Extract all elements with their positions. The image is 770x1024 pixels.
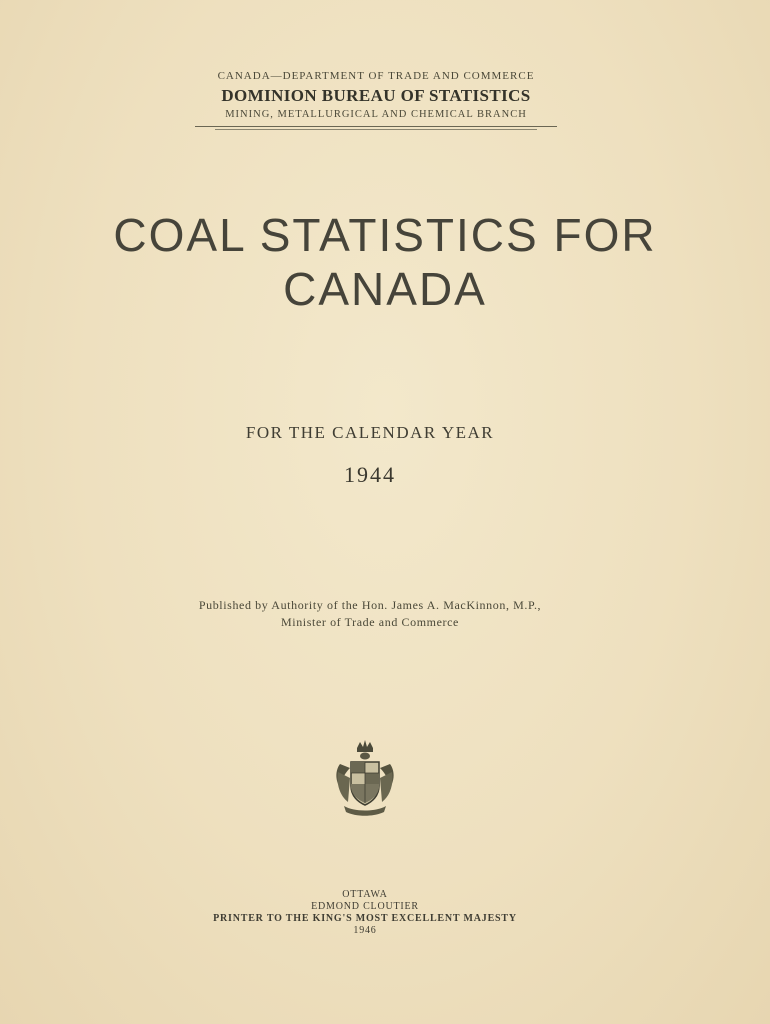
document-title	[60, 208, 710, 316]
calendar-year-label: FOR THE CALENDAR YEAR	[245, 423, 495, 442]
title-line-2: CANADA	[283, 263, 487, 315]
imprint-block	[0, 889, 730, 937]
imprint-city: OTTAWA	[342, 889, 388, 900]
header-rule-secondary	[215, 129, 537, 130]
coat-of-arms-icon	[330, 738, 400, 818]
imprint-year: 1946	[353, 925, 377, 936]
header-rule	[195, 126, 557, 127]
report-year: 1944	[344, 462, 396, 487]
authority-line-1: Published by Authority of the Hon. James A. MacKinnon, M.P.,	[198, 598, 542, 612]
authority-statement	[0, 597, 740, 631]
department-line: CANADA—DEPARTMENT OF TRADE AND COMMERCE	[217, 70, 535, 82]
header-block	[195, 70, 557, 130]
branch-line: MINING, METALLURGICAL AND CHEMICAL BRANCH	[225, 109, 527, 120]
imprint-printer-name: EDMOND CLOUTIER	[311, 901, 419, 912]
title-line-1: COAL STATISTICS FOR	[113, 209, 657, 261]
authority-line-2: Minister of Trade and Commerce	[281, 615, 459, 629]
bureau-line: DOMINION BUREAU OF STATISTICS	[221, 86, 531, 105]
imprint-printer-title: PRINTER TO THE KING'S MOST EXCELLENT MAJESTY	[213, 913, 517, 924]
